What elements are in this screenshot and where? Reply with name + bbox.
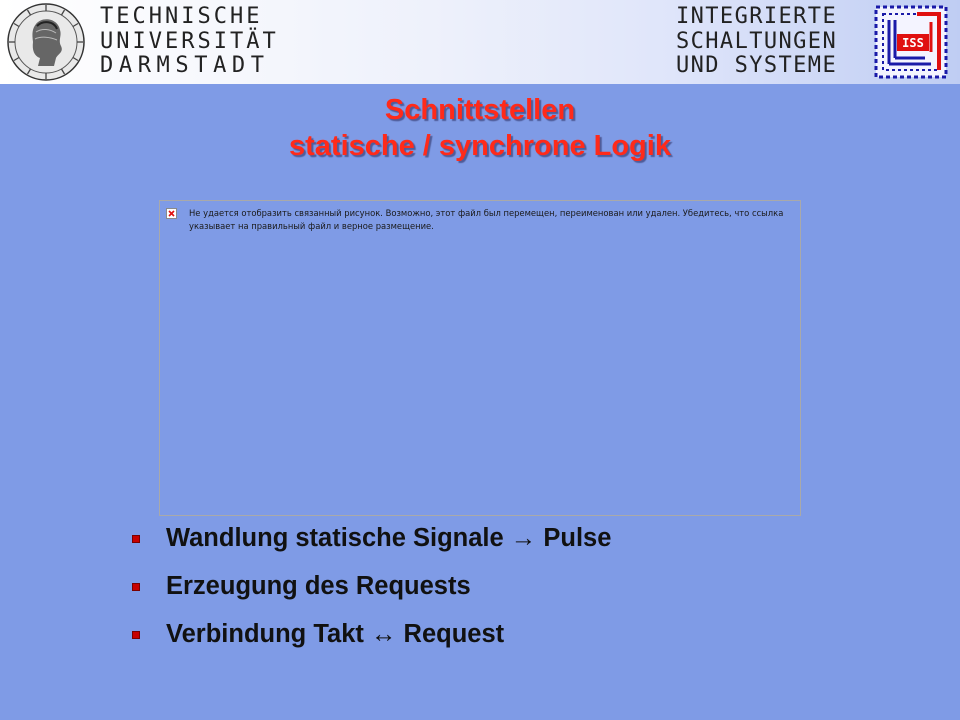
bullet-item <box>132 566 611 614</box>
slide-title-line-1: Schnittstellen <box>384 94 576 126</box>
bullet-text: Verbindung Takt ↔ Request <box>166 620 505 648</box>
bullet-marker-icon <box>132 583 140 591</box>
iss-logo-text: ISS <box>902 36 924 50</box>
institute-name-line-3: UND SYSTEME <box>676 53 838 78</box>
broken-image-icon <box>166 208 177 219</box>
broken-image-frame <box>159 200 801 516</box>
slide-title-line-2: statische / synchrone Logik <box>289 130 671 162</box>
broken-image-placeholder <box>165 207 791 237</box>
bullet-marker-icon <box>132 631 140 639</box>
slide-title <box>0 92 960 164</box>
bullet-text: Erzeugung des Requests <box>166 572 471 600</box>
university-name-line-3: DARMSTADT <box>100 53 270 78</box>
bullet-item <box>132 518 611 566</box>
slide-header <box>0 0 960 84</box>
university-name-line-2: UNIVERSITÄT <box>100 28 279 54</box>
bullet-text: Wandlung statische Signale → Pulse <box>166 524 612 552</box>
institute-name-line-1: INTEGRIERTE <box>676 4 838 29</box>
university-name <box>100 5 279 79</box>
university-seal-icon <box>6 2 86 82</box>
bullet-marker-icon <box>132 535 140 543</box>
bullet-item <box>132 614 611 662</box>
institute-name-line-2: SCHALTUNGEN <box>676 28 838 54</box>
university-name-line-1: TECHNISCHE <box>100 4 263 29</box>
bullet-list <box>132 518 611 662</box>
iss-logo-icon <box>873 4 949 80</box>
broken-image-message: Не удается отобразить связанный рисунок. Возможно, этот файл был перемещен, переименован или удален. Убедитесь, что ссылка указывает на правильный файл и верное размещение. <box>189 208 784 231</box>
institute-name <box>676 5 837 79</box>
